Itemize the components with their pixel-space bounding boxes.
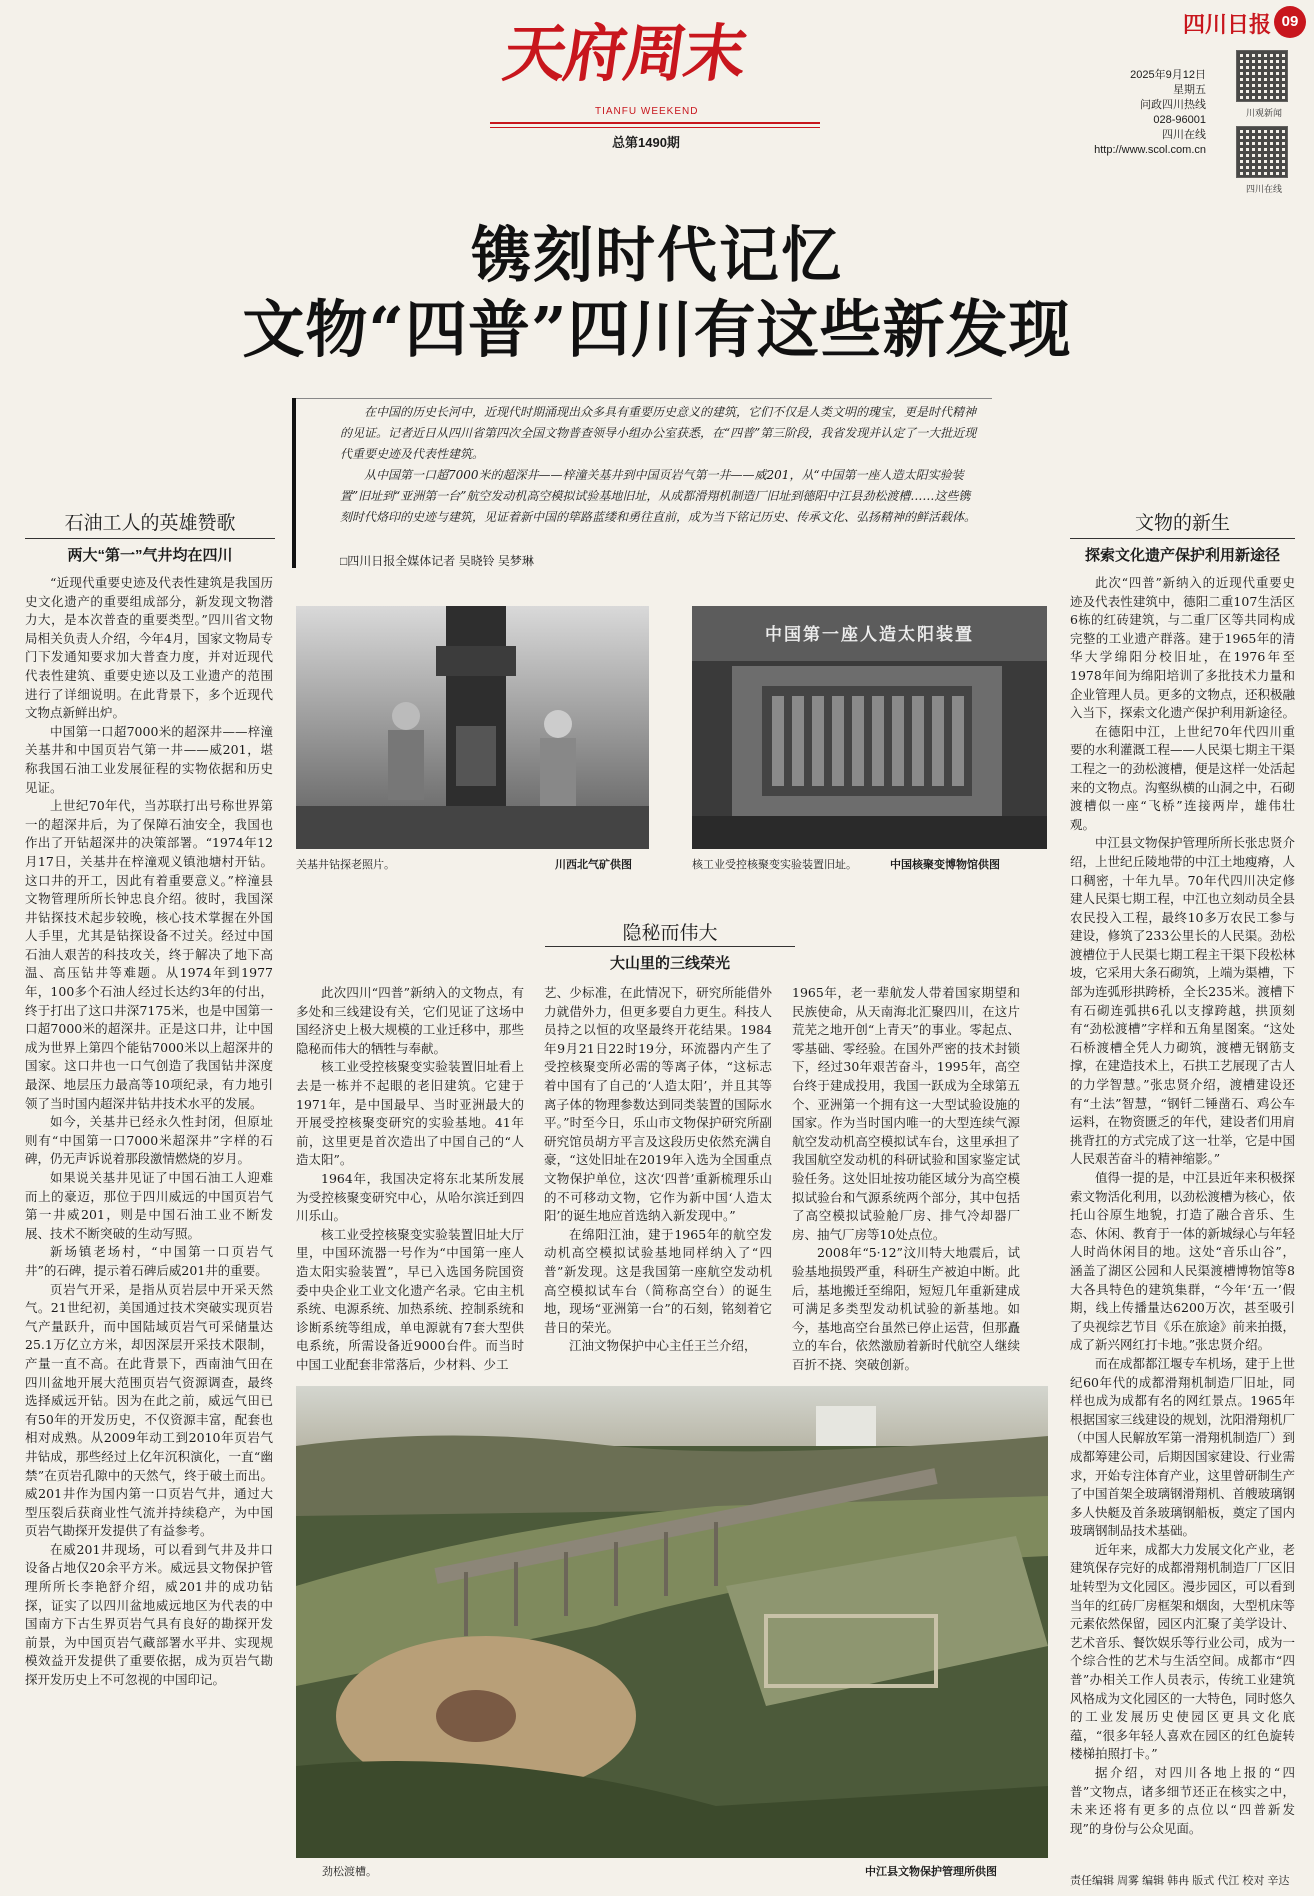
paragraph: 在威201井现场，可以看到气井及井口设备占地仅20余平方米。威远县文物保护管理所所长李艳舒介绍，威201井的成功钻探，证实了以四川盆地威远地区为代表的中国南方下古生界页岩气具有良好的勘探开发前景，为中国页岩气藏部署水平井、实现规模效益开发提供了重要依据，成为页岩气勘探开发历史上不可忽视的中国印记。 xyxy=(25,1541,273,1688)
section-title-right: 文物的新生 xyxy=(1134,512,1230,534)
paragraph: 核工业受控核聚变实验装置旧址看上去是一栋并不起眼的老旧建筑。它建于1971年，是中国最早、当时亚洲最大的开展受控核聚变研究的实验基地。41年前，这里更是首次造出了中国自己的“人造太阳”。 xyxy=(296,1059,524,1168)
paragraph: 新场镇老场村，“中国第一口页岩气井”的石碑，提示着石碑后威201井的重要。 xyxy=(25,1244,273,1278)
byline: □四川日报全媒体记者 吴晓铃 吴梦琳 xyxy=(340,554,534,568)
qr-code-icon[interactable] xyxy=(1236,50,1288,102)
hotline-label: 问政四川热线 xyxy=(1140,99,1206,111)
paragraph: 中国第一口超7000米的超深井——梓潼关基井和中国页岩气第一井——威201，堪称我国石油工业发展征程的实物依据和历史见证。 xyxy=(25,723,273,795)
paragraph: 如今，关基井已经永久性封闭，但原址则有“中国第一口7000米超深井”字样的石碑，仍无声诉说着那段激情燃烧的岁月。 xyxy=(25,1114,273,1167)
paragraph: 核工业受控核聚变实验装置旧址大厅里，中国环流器一号作为“中国第一座人造太阳实验装置”，早已入选国务院国资委中央企业工业文化遗产名录。它由主机系统、电源系统、加热系统、控制系统和诊断系统等组成，单电源就有7套大型供电系统，所需设备近9000台件。而当时中国工业配套非常落后，少材料、少工 xyxy=(296,1226,524,1372)
photo-derrick xyxy=(296,606,649,849)
section-subtitle-right: 探索文化遗产保护利用新途径 xyxy=(1070,538,1295,565)
qr-caption: 川观新闻 xyxy=(1246,108,1283,118)
headline-line-1: 镌刻时代记忆 xyxy=(471,221,843,291)
photo-credit-text: 川西北气矿供图 xyxy=(555,859,632,871)
issue-number: 总第1490期 xyxy=(612,135,680,150)
headline-line-2: 文物“四普”四川有这些新发现 xyxy=(242,293,1072,366)
page-number: 09 xyxy=(1274,6,1306,38)
photo-credit-text: 中江县文物保护管理所供图 xyxy=(865,1866,997,1878)
paragraph: 中江县文物保护管理所所长张忠贤介绍，上世纪丘陵地带的中江土地瘦瘠，人口稠密，十年九旱。70年代四川决定修建人民渠七期工程，中江也立刻动员全县农民投入工程，最终10多万农民工参与建设，修筑了233公里长的人民渠。劲松渡槽位于人民渠七期工程主干渠下段松林坡，它采用大条石砌筑，上端为渠槽，下部为连弧形拱跨桥，全长235米。渡槽下有石砌连弧拱6孔以支撑跨越，拱顶刻有“劲松渡槽”字样和五角星图案。“这处石桥渡槽全凭人力砌筑，渡槽无钢筋支撑，在建造技术上，石拱工艺展现了古人的力学智慧。”张忠贤介绍，渡槽建设还有“土法”智慧，“钢钎二锤凿石、鸡公车运料，在物资匮乏的年代，建设者们用肩挑背扛的方式完成了这一壮举，它是中国人民艰苦奋斗的精神缩影。” xyxy=(1070,835,1296,1167)
photo-credit xyxy=(555,856,632,872)
left-column xyxy=(25,574,273,1690)
intro xyxy=(340,402,980,528)
photo-credit xyxy=(865,1863,997,1879)
paragraph: “近现代重要史迹及代表性建筑是我国历史文化遗产的重要组成部分，新发现文物潜力大，是本次普查的重要类型。”四川省文物局相关负责人介绍，今年4月，国家文物局专门下发通知要求加大普查力度，并对近现代代表性建筑、重要史迹以及工业遗产的范围进行了详细说明。在此背景下，多个近现代文物点新鲜出炉。 xyxy=(25,575,273,721)
paragraph: 此次“四普”新纳入的近现代重要史迹及代表性建筑中，德阳二重107生活区6栋的红砖建筑，与二重厂区等共同构成完整的工业遗产群落。建于1965年的清华大学绵阳分校旧址，在1976年至1978年间为绵阳培训了多批技术力量和企业管理人员。更多的文物点，还积极融入当下，探索文化遗产保护利用新途径。 xyxy=(1070,575,1296,721)
paragraph: 在绵阳江油，建于1965年的航空发动机高空模拟试验基地同样纳入了“四普”新发现。这是我国第一座航空发动机高空模拟试车台（简称高空台）的诞生地，现场“亚洲第一台”的石刻，铭刻着它昔日的荣光。 xyxy=(544,1226,772,1335)
qr-frame xyxy=(1222,118,1302,198)
paragraph: 如果说关基井见证了中国石油工人迎难而上的豪迈，那位于四川威远的中国页岩气第一井威201，则是中国石油工业不断发展、技术不断突破的生动写照。 xyxy=(25,1170,273,1241)
middle-column-1 xyxy=(296,984,524,1374)
photo-fusion-device xyxy=(692,606,1047,849)
middle-column-3 xyxy=(792,984,1020,1374)
photo-caption: 核工业受控核聚变实验装置旧址。 xyxy=(692,858,857,871)
photo-caption: 劲松渡槽。 xyxy=(322,1865,377,1878)
middle-column-2 xyxy=(544,984,772,1356)
date-block xyxy=(1088,68,1206,158)
intro-rule xyxy=(292,398,300,568)
paragraph: 值得一提的是，中江县近年来积极探索文物活化利用，以劲松渡槽为核心，依托山谷原生地貌，打造了融合音乐、生态、休闲、教育于一体的新城绿心与年轻人时尚休闲目的地。这处“音乐山谷”，涵盖了湖区公园和人民渠渡槽博物馆等8大各具特色的建筑集群，“今年‘五一’假期，线上传播量达6200万次，甚至吸引了央视综艺节目《乐在旅途》前来拍摄，成了新兴网红打卡地。”张忠贤介绍。 xyxy=(1070,1170,1296,1353)
photo-aqueduct xyxy=(296,1386,1048,1858)
paragraph: 上世纪70年代，当苏联打出号称世界第一的超深井后，为了保障石油安全，我国也作出了开钻超深井的决策部署。“1974年12月17日，关基井在梓潼观义镇池塘村开钻。这口井的开工，因此有着重要意义。”梓潼县文物管理所所长钟忠良介绍。彼时，我国深井钻探技术起步较晚，核心技术掌握在外国人手里，尤其是钻探设备不过关。经过中国石油人艰苦的科技攻关，终于解决了地下高温、高压钻井等难题。从1974年到1977年，100多个石油人经过长达约3年的付出，终于打出了这口井深7175米，也是中国第一口超7000米的超深井。正是这口井，让中国成为世界上第四个能钻7000米以上超深井的国家。这口井也一口气创造了我国钻井深度最深、地层压力最高等10项纪录，有力地引领了当时国内超深井钻井技术水平的发展。 xyxy=(25,798,273,1111)
section-subtitle-left: 两大“第一”气井均在四川 xyxy=(25,538,275,565)
paragraph: 在德阳中江，上世纪70年代四川重要的水利灌溉工程——人民渠七期主干渠工程之一的劲松渡槽，便是这样一处活起来的文物点。沟壑纵横的山洞之中，石砌渡槽似一座“飞桥”连接两岸，雄伟壮观。 xyxy=(1070,723,1296,832)
paragraph: 页岩气开采，是指从页岩层中开采天然气。21世纪初，美国通过技术突破实现页岩气产量跃升，而中国陆域页岩气可采储量达25.1万亿立方米，却因深层开采技术限制，产量一直不高。在此背景下，西南油气田在四川盆地开展大范围页岩气资源调查，最终选择威远开钻。因为在此之前，威远气田已有50年的开发历史，不仅资源丰富，配套也相对成熟。从2009年动工到2010年页岩气井钻成，那些经过上亿年沉积演化，一直“幽禁”在页岩孔隙中的天然气，终于破土而出。威201井作为国内第一口页岩气井，通过大型压裂后获商业性气流并持续稳产，为中国页岩气勘探开发提供了有益参考。 xyxy=(25,1281,273,1539)
section-subtitle-middle: 大山里的三线荣光 xyxy=(545,946,795,973)
paragraph: 1965年，老一辈航发人带着国家期望和民族使命，从天南海北汇聚四川，在这片荒芜之地开创“上青天”的事业。零起点、零基础、零经验。在国外严密的技术封锁下，经过30年艰苦奋斗，1995年，高空台终于建成投用，我国一跃成为全球第五个、亚洲第一个拥有这一大型试验设施的国家。作为当时国内唯一的大型连续气源航空发动机高空模拟试车台，这里承担了我国航空发动机的科研试验和国家鉴定试验任务。这处旧址按功能区域分为高空模拟试验台和气源系统两个部分，其中包括了高空模拟试验舱厂房、排气冷却器厂房、抽气厂房等10处点位。 xyxy=(792,985,1020,1242)
photo-credit-text: 中国核聚变博物馆供图 xyxy=(890,859,1000,871)
paragraph: 而在成都都江堰专车机场，建于上世纪60年代的成都滑翔机制造厂旧址，同样也成为成都有名的网红景点。1965年根据国家三线建设的规划，沈阳滑翔机厂（中国人民解放军第一滑翔机制造厂）到成都筹建公司，后期因国家建设、行业需求，开始专注体育产业，这里曾研制生产了中国首架全玻璃钢滑翔机、首艘玻璃钢多人快艇及首条玻璃钢船板，奠定了国内玻璃钢制品技术基础。 xyxy=(1070,1355,1296,1539)
paper-brand: 四川日报 xyxy=(1183,12,1272,38)
qr-frame xyxy=(1222,42,1302,122)
masthead-logo xyxy=(499,4,775,124)
site-url[interactable]: http://www.scol.com.cn xyxy=(1094,144,1206,156)
photo-caption: 关基井钻探老照片。 xyxy=(296,858,395,871)
intro-paragraph: 在中国的历史长河中，近现代时期涌现出众多具有重要历史意义的建筑，它们不仅是人类文明的瑰宝，更是时代精神的见证。记者近日从四川省第四次全国文物普查领导小组办公室获悉，在“四普”第三阶段，我省发现并认定了一大批近现代重要史迹及代表性建筑。 xyxy=(340,405,977,461)
paragraph: 近年来，成都大力发展文化产业，老建筑保存完好的成都滑翔机制造厂厂区旧址转型为文化园区。漫步园区，可以看到当年的红砖厂房框架和烟囱，大型机床等元素依然保留，园区内汇聚了美学设计、艺术音乐、餐饮娱乐等行业公司，成为一个综合性的艺术与生活空间。成都市“四普”办相关工作人员表示，传统工业建筑风格成为文化园区的一大特色，同时悠久的工业发展历史使园区更具文化底蕴，“很多年轻人喜欢在园区的红色旋转楼梯拍照打卡。” xyxy=(1070,1541,1296,1762)
paragraph: 江油文物保护中心主任王兰介绍， xyxy=(569,1338,757,1354)
intro-paragraph: 从中国第一口超7000米的超深井——梓潼关基井到中国页岩气第一井——威201，从“中国第一座人造太阳实验装置”旧址到“亚洲第一台”航空发动机高空模拟试验基地旧址，从成都滑翔机制造厂旧址到德阳中江县劲松渡槽……这些镌刻时代烙印的史迹与建筑，见证着新中国的筚路蓝缕和勇往直前，成为当下铭记历史、传承文化、弘扬精神的鲜活载体。 xyxy=(340,468,977,524)
paragraph: 2008年“5·12”汶川特大地震后，试验基地损毁严重，科研生产被迫中断。此后，基地搬迁至绵阳，短短几年重新建成可满足多类型发动机试验的新基地。如今，基地高空台虽然已停止运营，但那矗立的车台，依然激励着新时代航空人继续百折不挠、突破创新。 xyxy=(792,1245,1020,1372)
paragraph: 据介绍，对四川各地上报的“四普”文物点，诸多细节还正在核实之中，未来还将有更多的点位以“四普新发现”的身份与公众见面。 xyxy=(1070,1765,1295,1836)
photo-credit xyxy=(890,856,1000,872)
logo-title: 天府周末 xyxy=(499,17,750,90)
section-title-left: 石油工人的英雄赞歌 xyxy=(64,512,236,534)
weekday: 星期五 xyxy=(1173,84,1206,96)
qr-caption: 四川在线 xyxy=(1246,184,1283,194)
masthead-rule xyxy=(490,122,820,128)
photo-sign: 中国第一座人造太阳装置 xyxy=(765,625,974,645)
paragraph: 艺、少标准，在此情况下，研究所能借外力就借外力，但更多要自力更生。科技人员持之以恒的攻坚最终开花结果。1984年9月21日22时19分，环流器内产生了受控核聚变所必需的等离子体，“这标志着中国有了自己的‘人造太阳’，并且其等离子体的物理参数达到同类装置的国际水平。”时至今日，乐山市文物保护研究所副研究馆员胡方平言及这段历史依然充满自豪，“这处旧址在2019年入选为全国重点文物保护单位，这次‘四普’重新梳理乐山的不可移动文物，它作为新中国‘人造太阳’的诞生地应首选纳入新发现中。” xyxy=(544,985,772,1224)
logo-subtitle: TIANFU WEEKEND xyxy=(595,106,699,117)
section-title-middle: 隐秘而伟大 xyxy=(622,922,718,944)
right-column xyxy=(1070,574,1295,1838)
editor-credits: 责任编辑 周雾 编辑 韩冉 版式 代江 校对 辛达 xyxy=(1070,1875,1290,1887)
online-label: 四川在线 xyxy=(1162,129,1206,141)
paragraph: 此次四川“四普”新纳入的文物点，有多处和三线建设有关，它们见证了这场中国经济史上极大规模的工业迁移中，那些隐秘而伟大的牺牲与奉献。 xyxy=(296,985,524,1056)
paragraph: 1964年，我国决定将东北某所发展为受控核聚变研究中心，从哈尔滨迁到四川乐山。 xyxy=(296,1170,524,1224)
qr-code-icon[interactable] xyxy=(1236,126,1288,178)
hotline: 028-96001 xyxy=(1153,114,1206,126)
date: 2025年9月12日 xyxy=(1130,69,1206,81)
